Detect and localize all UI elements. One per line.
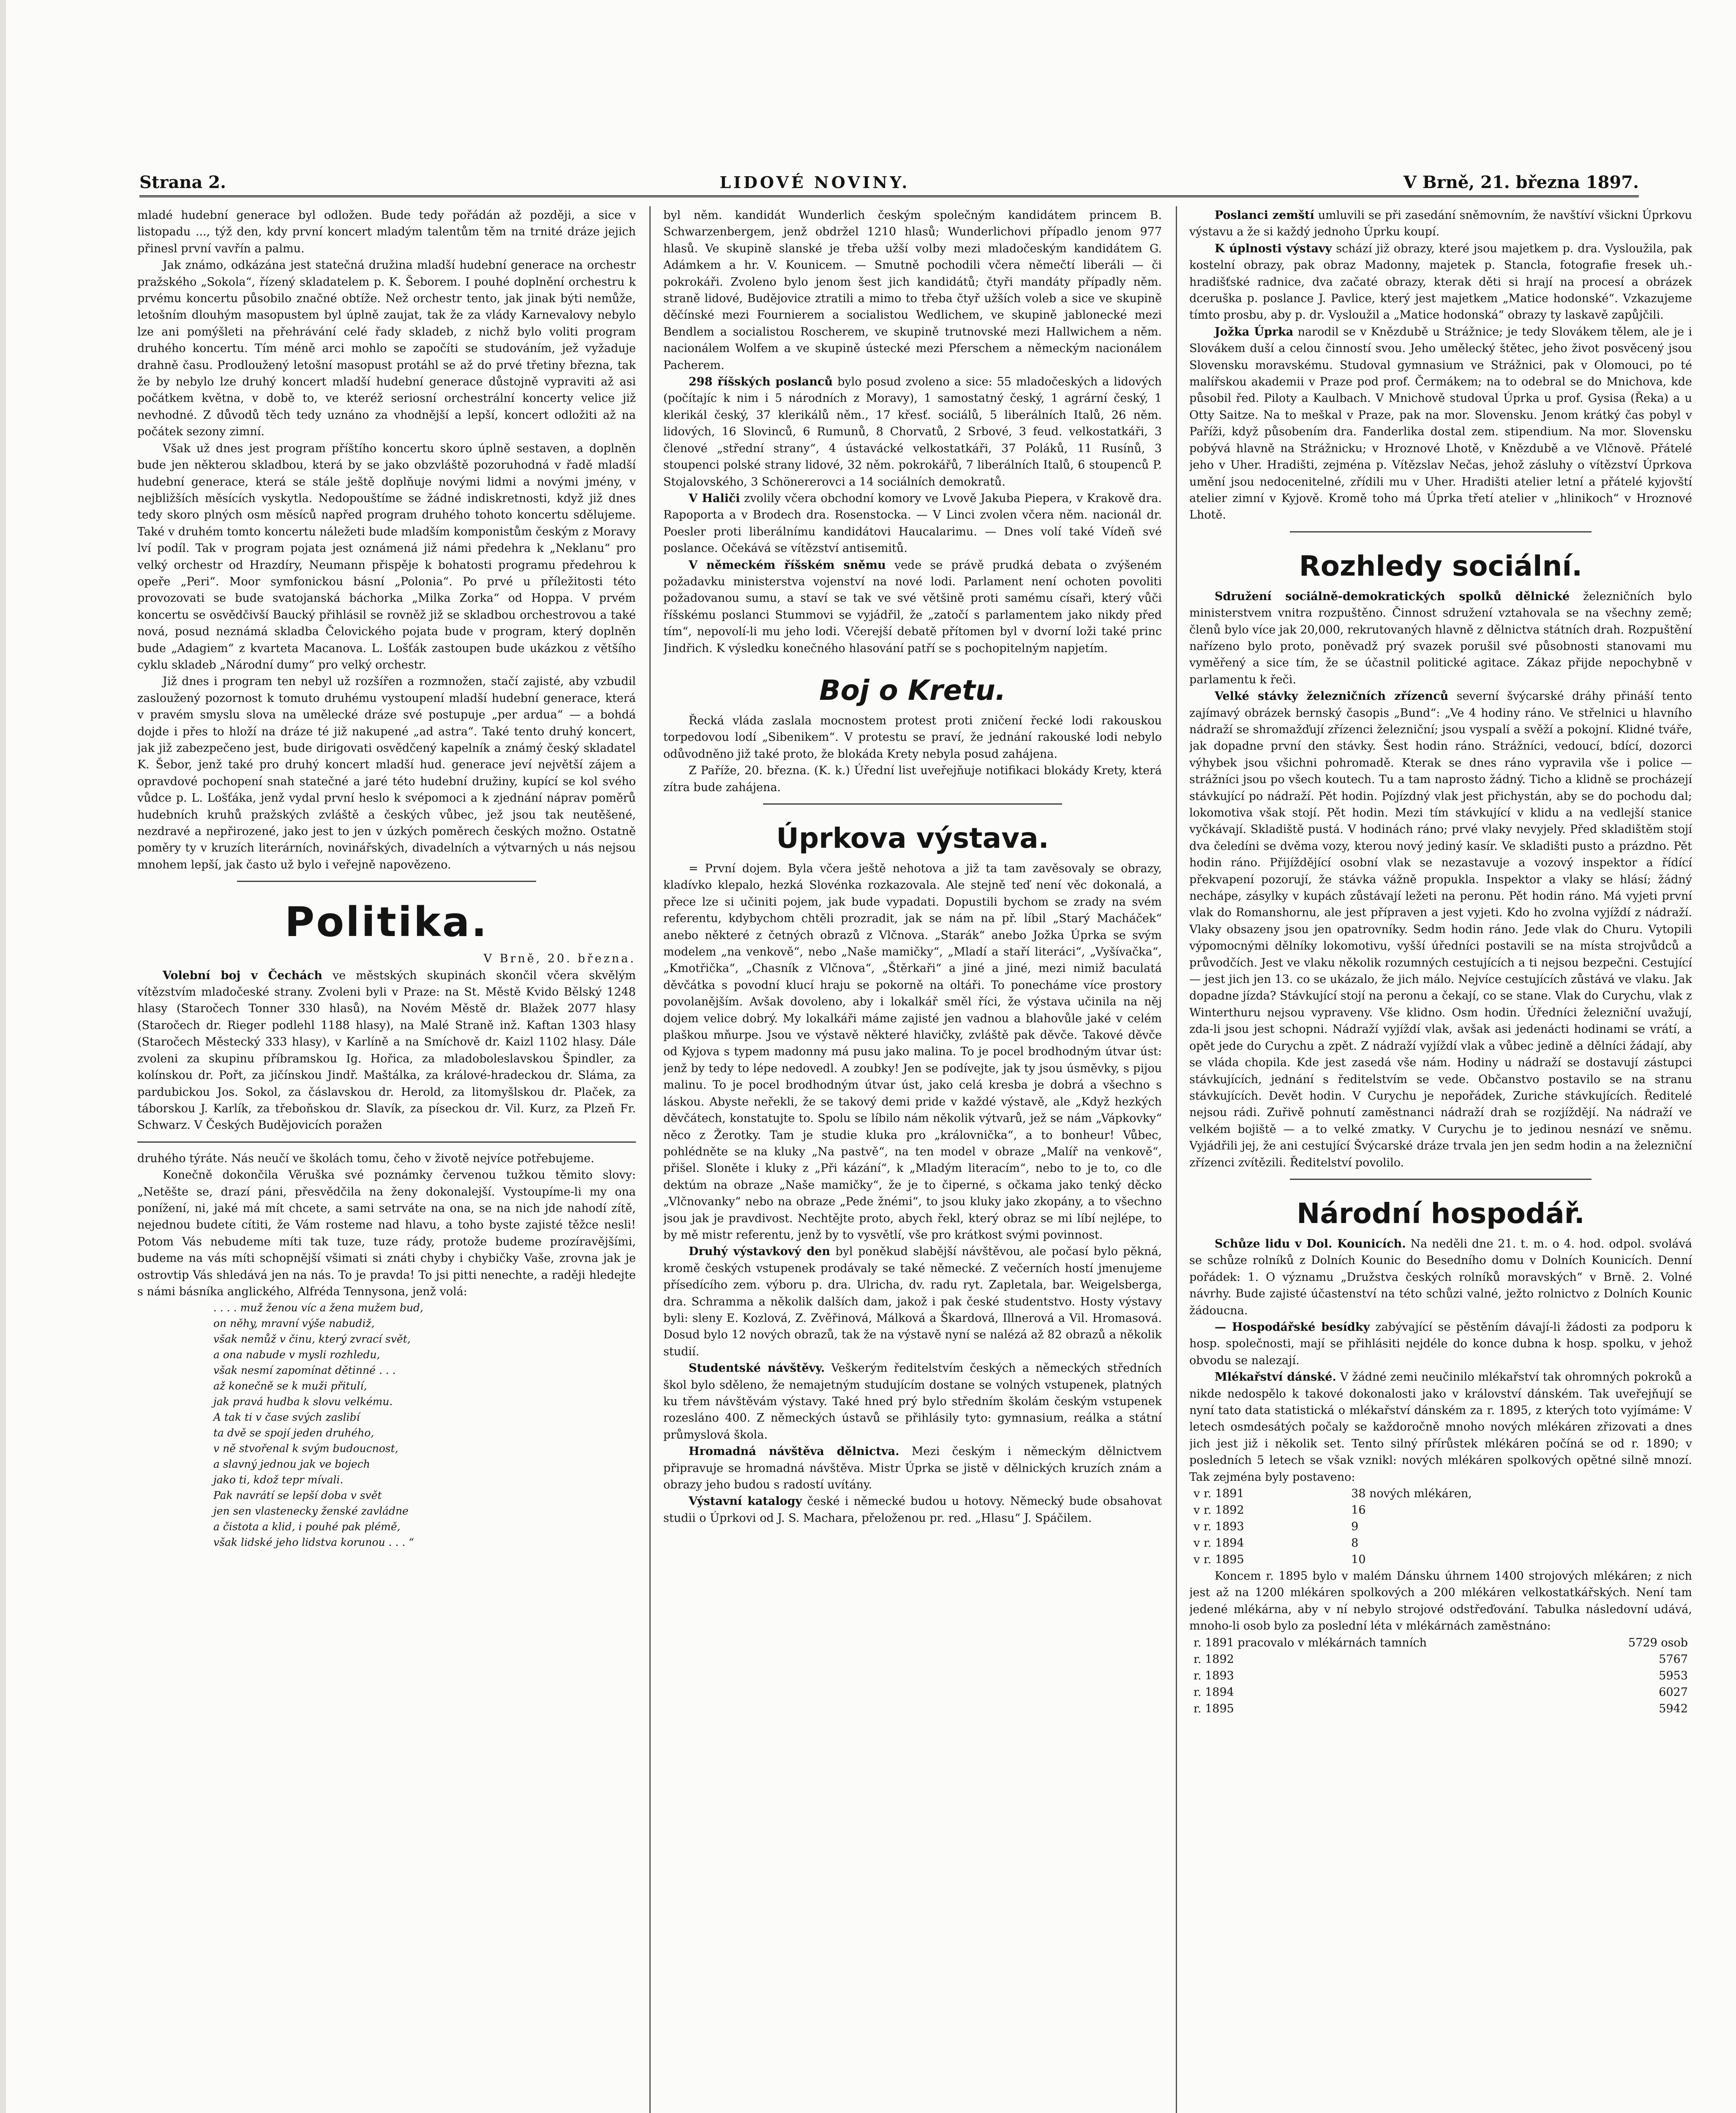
article-lead: Studentské návštěvy. bbox=[689, 1362, 825, 1375]
table-cell-year: r. 1893 bbox=[1194, 1669, 1234, 1682]
article-text: Mezi českým i německým dělnictvem připravuje se hromadná návštěva. Mistr Úprka se jistě v dělnických kruzích znám a obrazy jeho budou s radostí uvítány. bbox=[663, 1445, 1162, 1492]
article-lead: Výstavní katalogy bbox=[689, 1495, 802, 1508]
article-paragraph: byl něm. kandidát Wunderlich českým společným kandidátem princem B. Schwarzenbergem, jenž obdržel 1210 hlasů; Wunderlichovi případlo jenom 977 hlasů. Ve skupině slanské je třeba užší volby mezi mladočeským kandidátem G. Adámkem a hr. V. Kounicem. — Smutně pochodili včera němečtí liberáli — či pokrokáři. Zvoleno bylo jenom šest jich kandidátů; čtyři mandáty případly něm. straně lidové, Budějovice ztratili a mimo to třeba čtyř užších voleb a sice ve skupině děčínské mezi Fournierem a socialistou Wedlichem, ve skupině jablonecké mezi Bendlem a socialistou Roscherem, ve skupině trutnovské mezi Hallwichem a něm. nacionálem Wolfem a ve skupině ústecké mezi Pferschem a německým nacionálem Pacherem. bbox=[663, 209, 1162, 372]
table-cell-year: r. 1894 bbox=[1194, 1685, 1234, 1699]
table-cell-value: 5942 bbox=[1659, 1702, 1688, 1715]
table-cell-value: 5953 bbox=[1659, 1669, 1688, 1682]
masthead-title: LIDOVÉ NOVINY. bbox=[719, 172, 910, 192]
article-lead: — Hospodářské besídky bbox=[1215, 1320, 1370, 1334]
table-cell-value: 5729 osob bbox=[1628, 1636, 1688, 1649]
poem-line: jako ti, kdož tepr mívali. bbox=[213, 1474, 343, 1486]
table-row bbox=[1189, 1485, 1692, 1502]
divider bbox=[763, 803, 1062, 805]
poem-line: ta dvě se spojí jeden druhého, bbox=[213, 1427, 374, 1439]
article-text: Na neděli dne 21. t. m. o 4. hod. odpol. svolává se schůze rolníků z Dolních Kounic do Besedního domu v Dolních Kounicích. Denní pořádek: 1. O významu „Družstva českých rolníků moravských“ v Brně. 2. Volné návrhy. Bude zajisté účastenství na této schůzi valné, ježto rolnictvo z Dolních Kounic žádoucna. bbox=[1189, 1237, 1692, 1317]
table-row bbox=[1189, 1551, 1692, 1568]
table-cell-year: v r. 1891 bbox=[1194, 1487, 1244, 1501]
table-row bbox=[1189, 1701, 1692, 1717]
feuilleton-paragraph: Konečně dokončila Věruška své poznámky červenou tužkou těmito slovy: „Netěšte se, drazí páni, přesvědčila na ženy dokonalejší. Vystoupíme-li my ona ponížení, ni, jaké má mít chcete, a sami setrváte na ona, se na nich jde nahodí zítě, nejednou budete cítiti, že Vám rosteme nad hlavu, a toho byste zajisté těžce nesli! Potom Vás nebudeme míti tak tuze, tuze rády, protože budeme prozíravějšími, budeme na vás míti schopnější všimati si znáti chyby i chybičky Vaše, zrovna jak je ostrovtip Vás shledává jen na nás. To je pravda! To jsi pitti nenechte, a raději hledejte s námi básníka anglického, Alfréda Tennysona, jenž volá: bbox=[137, 1168, 636, 1298]
article-lead: Velké stávky železničních zřízenců bbox=[1215, 690, 1449, 703]
article-paragraph: Jak známo, odkázána jest statečná družina mladší hudební generace na orchestr pražského „Sokola“, řízený skladatelem p. K. Šeborem. I pouhé doplnění orchestru k prvému koncertu působilo značné obtíže. Než orchestr tento, jak jinak býti nemůže, letošním dlouhým masopustem byl úplně zaujat, tak že za vlády Karnevalovy nebylo lze ani pomýšleti na přehrávání celé řady skladeb, z nichž bylo voliti program druhého koncertu. Tím méně arci mohlo se započíti se studováním, jež vyžaduje drahně času. Prodloužený letošní masopust protáhl se až do prvé třetiny března, tak že by nebylo lze druhý koncert mladší hudební generace důstojně vypraviti až asi počátkem května, v době to, ve kteréž seriosní orchestrální koncerty velice již nevhodné. Z důvodů těch tedy uznáno za vhodnější a lepší, koncert odložiti až na počátek sezony zimní. bbox=[137, 259, 636, 439]
table-row bbox=[1189, 1668, 1692, 1684]
table-cell-value: 8 bbox=[1351, 1537, 1359, 1550]
article-text: umluvili se při zasedání sněmovním, že navštíví všickni Úprkovu výstavu a že si každý jednoho Úprku koupí. bbox=[1189, 209, 1692, 239]
poem-line: však nemůž v činu, který zvrací svět, bbox=[213, 1333, 411, 1346]
table-cell-value: 38 nových mlékáren, bbox=[1351, 1487, 1472, 1501]
table-row bbox=[1189, 1535, 1692, 1551]
table-cell-value: 6027 bbox=[1659, 1685, 1688, 1699]
table-row bbox=[1189, 1684, 1692, 1701]
article-lead: Mlékařství dánské. bbox=[1215, 1370, 1336, 1384]
poem-line: jak pravá hudba k slovu velkému. bbox=[213, 1395, 393, 1408]
article-lead: Hromadná návštěva dělnictva. bbox=[689, 1445, 899, 1458]
feuilleton-paragraph: druhého týráte. Nás neučí ve školách tomu, čeho v životě nejvíce potřebujeme. bbox=[137, 1152, 594, 1165]
article-text: Veškerým ředitelstvím českých a německých středních škol bylo sděleno, že nemajetným studujícím dostane se volných vstupenek, platných ku třem návštěvám výstavy. Také hned prý bylo středním školám českým vstupenek rozesláno 400. Z německých ústavů se přihlásily tyto: gymnasium, reálka a státní průmyslová škola. bbox=[663, 1362, 1162, 1441]
divider bbox=[1290, 531, 1592, 532]
poem-line: však nesmí zapomínat dětinné . . . bbox=[213, 1364, 396, 1377]
article-lead: V Haliči bbox=[689, 491, 740, 505]
article-lead: K úplnosti výstavy bbox=[1215, 242, 1332, 255]
article-text: železničních bylo ministerstvem vnitra rozpuštěno. Činnost sdružení vztahovala se na všechny země; členů bylo více jak 20,000, rekrutovaných hlavně z dělnictva státních drah. Rozpuštění nařízeno bylo proto, poněvadž prý svazek porušil své působnosti stanovami mu vyměřený a sice tím, že se účastnil politické agitace. Zákaz přijde nepochybně v parlamentu k řeči. bbox=[1189, 590, 1692, 686]
table-cell-year: v r. 1892 bbox=[1194, 1504, 1244, 1517]
article-text: byl poněkud slabější návštěvou, ale počasí bylo pěkná, kromě českých vstupenek prodávaly se také německé. Z večerních hostí jmenujeme přísedícího zem. výboru p. dra. Ulricha, dv. radu ryt. Zapletala, bar. Weigelsberga, dra. Schramma a několik dalších dam, jakož i pak české studentstvo. Hosty výstavy byli: sleny E. Kozlová, Z. Zvěřinová, Málková a Škardová, Illnerová a Vil. Hromasová. Dosud bylo 12 nových obrazů, tak že na výstavě nyní se nalézá až 82 obrazů a několik studií. bbox=[663, 1245, 1162, 1358]
column-1 bbox=[137, 207, 636, 2113]
dairies-table bbox=[1189, 1485, 1692, 1568]
article-text: ve městských skupinách skončil včera skvělým vítězstvím mladočeské strany. Zvoleni byli v Praze: na St. Městě Kvido Bělský 1248 hlasy (Staročech Tonner 330 hlasů), na Novém Městě dr. Blažek 2077 hlasy (Staročech dr. Rieger podlehl 1188 hlasy), na Malé Straně inž. Kaftan 1303 hlasy (Staročech Městecký 333 hlasy), v Karlíně a na Smíchově dr. Kaizl 1102 hlasy. Dále zvoleni za skupinu příbramskou Ig. Hořica, za mladoboleslavskou Špindler, za kolínskou dr. Pořt, za jičínskou Jindř. Maštálka, za králové-hradeckou dr. Sláma, za pardubickou Jos. Sokol, za čáslavskou dr. Herold, za litomyšlskou dr. Plaček, za táborskou J. Karlík, za třeboňskou dr. Slavík, za píseckou dr. Vil. Kurz, za Plzeň Fr. Schwarz. V Českých Budějovicích poražen bbox=[137, 969, 636, 1132]
poem-line: a ona nabude v mysli rozhledu, bbox=[213, 1349, 380, 1361]
table-cell-year: r. 1892 bbox=[1194, 1652, 1234, 1666]
article-text: vede se právě prudká debata o zvýšeném požadavku ministerstva vojenství na nové lodi. Parlament není ochoten povoliti požadovanou sumu, a staví se tak ve své většině proti samému císaři, který vůči říšskému poslanci Stummovi se vyjádřil, že „zatočí s parlamentem jako nikdy před tím“, nepovolí-li mu jeho lodi. Včerejší debatě přítomen byl v dvorní loži také princ Jindřich. K výsledku konečného hlasování patří se s pochopitelným napjetím. bbox=[663, 558, 1162, 655]
poem-line: jen sen vlastenecky ženské zavládne bbox=[213, 1505, 409, 1518]
divider bbox=[1290, 1179, 1592, 1180]
article-paragraph: Řecká vláda zaslala mocnostem protest proti zničení řecké lodi rakouskou torpedovou lodí „Sibenikem“. V protestu se praví, že jednání rakouské lodi nebylo odůvodněno již také proto, že blokáda Krety nebyla posud zahájena. bbox=[663, 714, 1162, 761]
poem-line: . . . . muž ženou víc a žena mužem bud, bbox=[213, 1302, 423, 1314]
page-edge-shadow bbox=[0, 0, 6, 2113]
table-cell-year: v r. 1893 bbox=[1194, 1520, 1244, 1534]
table-row bbox=[1189, 1502, 1692, 1518]
table-cell-value: 9 bbox=[1351, 1520, 1359, 1534]
article-lead: Sdružení sociálně-demokratických spolků dělnické bbox=[1215, 590, 1570, 603]
column-divider bbox=[649, 206, 651, 2113]
table-cell-year: v r. 1895 bbox=[1194, 1553, 1244, 1567]
article-lead: Druhý výstavkový den bbox=[689, 1245, 831, 1259]
article-lead: Schůze lidu v Dol. Kounicích. bbox=[1215, 1237, 1406, 1250]
article-lead: Poslanci zemští bbox=[1215, 209, 1314, 222]
table-cell-value: 10 bbox=[1351, 1553, 1366, 1567]
poem bbox=[137, 1300, 636, 1550]
column-2 bbox=[663, 207, 1162, 2113]
section-title-politika: Politika. bbox=[284, 898, 488, 946]
article-paragraph: Z Paříže, 20. března. (K. k.) Úřední list uveřejňuje notifikaci blokády Krety, která zítra bude zahájena. bbox=[663, 764, 1162, 794]
article-text: severní švýcarské dráhy přináší tento zajímavý obrázek bernský časopis „Bund“: „Ve 4 hodiny ráno. Ve střelnici u hlavního nádraží se shromažďují zřízenci železniční; jsou vyspalí a svěží a pokojní. Klidné tváře, jak dopadne první den stávky. Šest hodin ráno. Strážníci, vedoucí, bdící, dozorci výhybek jsou všichni pohromadě. Kterak se dnes ráno vypravila vše i police — strážníci jsou po všech koutech. Tu a tam naprosto žádný. Ticho a klidně se procházejí stávkující po nádraží. Pět hodin. Pojízdný vlak jest přichystán, aby se do pochodu dal; lokomotiva však stojí. Pět hodin. Mezi tím stávkující v klidu a na vedlejší stanice vyčkávají. Skladiště pustá. V hodinách ráno; prvé vlaky nevyjely. Před skladištěm stojí dva čeledíni se dvěma vozy, kterou nový jediný kasír. Ve skladišti pusto a prázdno. Pět hodin ráno. Přijíždějící osobní vlak se nezastavuje a vozový inspektor a řídící překvapení pozorují, že stávka vážně propukla. Inspektor a vlaky se hlásí; žádný nechápe, zásylky v kupách zůstávají ležeti na peronu. Pět hodin ráno. Má vyjeti první vlak do Romanshornu, ale jest přípraven a jest vyjeti. Kdo ho zvolna vyjíždí z nádraží. Vlaky obsazeny jsou jen opatrovníky. Sedm hodin ráno. Jede vlak do Churu. Vytopili výpomocnými dělníky lokomotivu, vyšší úředníci postavili se na místa strojvůdců a průvodčích. Jest ve vlaku několik rozumných cestujících a ti nejsou bezpečni. Cestující — jest jich jen 13. co se ukázalo, že jich málo. Nejvíce cestujících zůstává ve vlaku. Jak dopadne jízda? Stávkující stojí na peronu a čekají, co se stane. Vlak do Curychu, vlak z Winterthuru nejsou vypraveny. Vše klidno. Osm hodin. Úředníci železniční uvažují, zda-li jsou jest schopni. Nádraží vyjíždí vlak, avšak asi jedenácti hodinami se vrátí, a opět jede do Curychu a zpět. Z nádraží vyjíždí vlak a vůbec jedině a dělníci žádají, aby se vláda chopila. Kde jest zasedá vše nám. Hodiny u nádraží se dostavují zástupci stávkujících, jednání s ředitelstvím se vede. Občanstvo postavilo se na stranu stávkujících. Devět hodin. V Curychu je nepořádek, Zuriche stávkujících. Ředitelé nejsou rádi. Zuřivě pohnutí zaměstnanci nádraží drah se rozjíždějí. Na nádraží ve velkém bojiště — a to velké zmatky. V Curychu je to jedinou nesnází ve sněmu. Vyjádřili jej, že ani cestující Švýcarské dráze trvala jen jen sedm hodin a na železniční zřízenci zvítězili. Ředitelství povolilo. bbox=[1189, 690, 1692, 1169]
article-lead: 298 říšských poslanců bbox=[689, 375, 833, 389]
table-cell-year: v r. 1894 bbox=[1194, 1537, 1244, 1550]
table-cell-value: 5767 bbox=[1659, 1652, 1688, 1666]
poem-line: on něhy, mravní výše nabudiž, bbox=[213, 1317, 375, 1330]
article-paragraph: Však už dnes jest program příštího koncertu skoro úplně sestaven, a doplněn bude jen některou skladbou, která by se jako obzvláště pozoruhodná v řadě mladší hudební generace, která se stále ještě doplňuje novými lidmi a novými jmény, v nejbližších měsících vyskytla. Nedopouštíme se žádné indiskretnosti, když již dnes tedy skoro plných osm měsíců napřed program druhého tohoto koncertu sdělujeme. Také v druhém tomto koncertu náležeti bude mladším komponistům českým z Moravy lví podíl. Tak v program pojata jest oznámená již námi předehra k „Neklanu“ pro velký orchestr od Hrazdíry, Neumann přispěje k bohatosti programu předehrou k opeře „Peri“. Moor symfonickou básní „Polonia“. Po prvé u příležitosti této provozovati se bude svatojanská báchorka „Milka Zorka“ od Hoppa. V prvém koncertu se osvědčivší Baucký přihlásil se rovněž již se skladbou orchestrovou a také nová, posud neznámá skladba Čelovického pojata bude v program, který doplněn bude „Adagiem“ z kvarteta Macanova. L. Lošťák zastoupen bude ukázkou z většího cyklu skladeb „Národní dumy“ pro velký orchestr. bbox=[137, 442, 636, 672]
feuilleton-divider bbox=[137, 1141, 636, 1143]
section-title-narodni-hospodar: Národní hospodář. bbox=[1297, 1197, 1585, 1230]
article-lead: V německém říšském sněmu bbox=[689, 558, 886, 572]
article-text: schází již obrazy, které jsou majetkem p. dra. Vysloužila, pak kostelní obrazy, pak obraz Madonny, majetek p. Stancla, fotografie fresek uh.-hradišťské radnice, dva začaté obrazy, kterak děti si hrají na procesí a obrázek dceruška p. poslance J. Pavlice, který jest majetkem „Matice hodonské“. Vzkazujeme tímto prosbu, aby p. dr. Vysloužil a „Matice hodonská“ obrazy ty laskavě zapůjčili. bbox=[1189, 242, 1692, 322]
article-paragraph: = První dojem. Byla včera ještě nehotova a již ta tam zavěsovaly se obrazy, kladívko klepalo, hezká Slovénka rozkazovala. Ale stejně teď není věc dokonalá, a přece lze si učiniti pojem, jak bude vypadati. Dopustili bychom se zrady na svém referentu, kdybychom chtěli prozradit, jak se nám na př. líbil „Starý Macháček“ anebo některé z četných obrazů z Vlčnova. „Starák“ anebo Jožka Úprka se svým modelem „na venkově“, nebo „Naše mamičky“, „Mladí a staří literáci“, „Vyšívačka“, „Kmotřička“, „Chasník z Vlčnova“, „Štěrkaři“ a jiné a jiné, mezi nimiž baculatá děvčátka s povodní klucí hraju se pokorně na oltáři. To ponecháme více prostory povolanějším. Avšak dovoleno, aby i lokalkář směl říci, že výstava učinila na něj dojem velice dobrý. My lokalkáři máme zajisté jen vadnou a blahovůle jaké v celém plaškou mňurpe. Jsou ve výstavě některé hlavičky, zvláště pak děvče. Takové děvče od Kyjova s typem madonny má pusu jako malina. To je pocel brodhodným útvar úst: jenž by tedy to lépe nedovedl. A zoubky! Jen se podívejte, jak ty jsou úsměvky, s pijou malinu. To je pocel brodhodným útvar úst, jako celá kresba je dobrá a všechno s láskou. Abyste neřekli, že se takový demi pride v každé výstavě, ale „Když hezkých děvčátech, konstatujte to. Spolu se líbilo nám několik výtvarů, jež se nám „Vápkovky“ něco z Žerotky. Tam je studie kluka pro „královnička“, a to bonheur! Vůbec, pohlédněte se na kluky „Na pastvě“, na ten model v obraze „Malíř na venkově“, přišel. Sloněte i kluky z „Při kázání“, k „Mladým literacím“, nebo to je to, co dle dektúm na obraze „Naše mamičky“, že je to čiperné, s očkama jako tenký děcko „Vlčnovanky“ nebo na obraze „Pede žnémi“, to jsou kluky jako zkopány, a to všechno jsou jak je pravdivost. Nechtějte proto, abych řekl, který obraz se mi líbí nejlépe, to by mě mistr referentu, jenž by to vysvětlí, vše pro krátkost svými povinnost. bbox=[663, 862, 1162, 1242]
article-paragraph: mladé hudební generace byl odložen. Bude tedy pořádán až později, a sice v listopadu ..., týž den, kdy první koncert mladým talentům těm na trnité dráze jejich přinesl první vavřín a palmu. bbox=[137, 209, 636, 255]
table-cell-year: r. 1891 pracovalo v mlékárnách tamních bbox=[1194, 1636, 1427, 1649]
issue-date: V Brně, 21. března 1897. bbox=[1403, 172, 1639, 192]
article-text: bylo posud zvoleno a sice: 55 mladočeských a lidových (počítajíc k nim i 5 národních z Moravy), 1 samostatný český, 1 agrární český, 1 klerikál český, 37 klerikálů něm., 17 křesť. sociálů, 5 liberálních Italů, 26 něm. lidových, 16 Slovinců, 6 Rumunů, 8 Chorvatů, 2 Srbové, 3 feud. velkostatkáři, 3 členové „střední strany“, 4 ústavácké velkostatkáři, 37 Poláků, 11 Rusínů, 3 stoupenci polské strany lidové, 32 něm. pokrokářů, 7 liberálních Italů, 6 stoupenců P. Stojalovského, 3 Schönererovci a 14 sociálních demokratů. bbox=[663, 375, 1162, 489]
article-text: zvolily včera obchodní komory ve Lvově Jakuba Piepera, v Krakově dra. Rapoporta a v Brodech dra. Rosenstocka. — V Linci zvolen včera něm. nacionál dr. Poesler proti liberálnímu kandidátovi Haucalarimu. — Dnes volí také Vídeň své poslance. Očekává se vítězství antisemitů. bbox=[663, 491, 1162, 555]
page-header bbox=[139, 169, 1639, 197]
article-text: narodil se v Knězdubě u Strážnice; je tedy Slovákem tělem, ale je i Slovákem duší a celou činností svou. Jeho umělecký štětec, jeho život posvěcený jsou Slovensku moravskému. Studoval gymnasium ve Strážnici, pak v Olomouci, po té malířskou akademii v Praze pod prof. Čermákem; na to odebral se do Mnichova, kde působil řed. Piloty a Kaulbach. V Mnichově studoval Úprka u prof. Gysisa (Řeka) a u Otty Saitze. Na to meškal v Praze, pak na mor. Slovensku. Jenom krátký čas pobyl v Paříži, když působením dra. Fanderlika dostal zem. stipendium. Na mor. Slovensku pobývá hlavně na Strážnicku; v Hroznové Lhotě, v Knězdubě a ve Vlčnově. Přátelé jeho v Uher. Hradišti, zejména p. Vítězslav Nečas, jehož zásluhy o vítězství Úprkova umění jsou nedocenitelné, zřídili mu v Uher. Hradišti atelier letní a přátelé kyjovští atelier zimní v Kyjově. Kromě toho má Úprka třetí atelier v „hlinikoch“ v Hroznové Lhotě. bbox=[1189, 325, 1692, 522]
section-title-uprkova-vystava: Úprkova výstava. bbox=[776, 822, 1049, 854]
section-title-kreta: Boj o Kretu. bbox=[819, 674, 1006, 707]
poem-line: a slavný jednou jak ve bojech bbox=[213, 1458, 370, 1471]
article-text: V žádné zemi neučinilo mlékařství tak ohromných pokroků a nikde nedospělo k takové dokonalosti jako v království dánském. Tak uveřejňují se nyní tato data statistická o mlékařství dánském za r. 1895, z kterých toto vyjímáme: V letech osmdesátých počaly se každoročně mnoho nových mlékáren zřizovati a dnes jich jest již i několik set. Tento silný přírůstek mlékáren počíná se od r. 1890; v posledních 5 letech se však vznikl: nových mlékáren spolkových opětné silně mnozí. Tak zejména byly postaveno: bbox=[1189, 1370, 1692, 1484]
article-lead: Jožka Úprka bbox=[1215, 325, 1294, 339]
poem-line: však lidské jeho lidstva korunou . . . “ bbox=[213, 1536, 414, 1549]
article-text: zabývající se pěstěním dávají-li žádosti za podporu k hosp. společnosti, mají se přihlásiti nejdéle do konce dubna k hosp. spolku, v jehož obvodu se nalezají. bbox=[1189, 1320, 1692, 1367]
article-text: české i německé budou u hotovy. Německý bude obsahovat studii o Úprkovi od J. S. Machara, přeloženou pr. red. „Hlasu“ J. Spáčilem. bbox=[663, 1495, 1162, 1525]
poem-line: až konečně se k muži přitulí, bbox=[213, 1380, 367, 1392]
article-paragraph: Již dnes i program ten nebyl už rozšířen a rozmnožen, stačí zajisté, aby vzbudil zasloužený pozornost k tomuto druhému vystoupení mladší hudební generace, která v pravém smyslu slova na umělecké dráze své postupuje „per ardua“ — a bohdá dojde i přes to hloží na dráze té již nakupené „ad astra“. Také tento druhý koncert, jak již zabezpečeno jest, bude dirigovati osvědčený kapelník a známý český skladatel K. Šebor, jenž také pro druhý koncert mladší hud. generace jeví největší zájem a opravdové pochopení snah statečné a jaré této hudební družiny, kupící se kol svého vůdce p. L. Lošťáka, jenž vydal první heslo k svépomoci a k zjednání náprav poměrů hudebních kruhů pražských zvláště a českých vůbec, jež jsou tak neutěšené, nezdravé a nepřirozené, jako jest to jen v úzkých poměrech českých možno. Ostatně poměry ty v kruzích literárních, novinářských, divadelních a výtvarných u nás nejsou mnohem lepší, jak často už bylo i veřejně napovězeno. bbox=[137, 675, 636, 871]
column-3 bbox=[1189, 207, 1692, 2113]
article-lead: Volební boj v Čechách bbox=[163, 969, 322, 982]
article-paragraph: Koncem r. 1895 bylo v malém Dánsku úhrnem 1400 strojových mlékáren; z nich jest až na 1200 mlékáren spolkových a 200 mlékáren velkostatkářských. Není tam jedené mlékárna, aby v ní nebylo strojové odstřeďování. Tabulka následovní udává, mnoho-li osob bylo za poslední léta v mlékárnách zaměstnáno: bbox=[1189, 1570, 1692, 1633]
table-cell-year: r. 1895 bbox=[1194, 1702, 1234, 1715]
poem-line: v ně stvořenal k svým budoucnost, bbox=[213, 1442, 398, 1455]
workers-table bbox=[1189, 1635, 1692, 1717]
poem-line: A tak ti v čase svých zaslibí bbox=[213, 1411, 360, 1424]
divider bbox=[237, 881, 536, 882]
table-row bbox=[1189, 1635, 1692, 1651]
table-row bbox=[1189, 1651, 1692, 1668]
column-divider bbox=[1176, 206, 1177, 2113]
poem-line: Pak navrátí se lepší doba v svět bbox=[213, 1489, 382, 1502]
table-cell-value: 16 bbox=[1351, 1504, 1366, 1517]
dateline: V Brně, 20. března. bbox=[483, 952, 636, 966]
page-number: Strana 2. bbox=[139, 172, 226, 192]
poem-line: a čistota a klid, i pouhé pak plémě, bbox=[213, 1521, 401, 1533]
table-row bbox=[1189, 1518, 1692, 1535]
section-title-rozhledy-socialni: Rozhledy sociální. bbox=[1299, 549, 1583, 582]
